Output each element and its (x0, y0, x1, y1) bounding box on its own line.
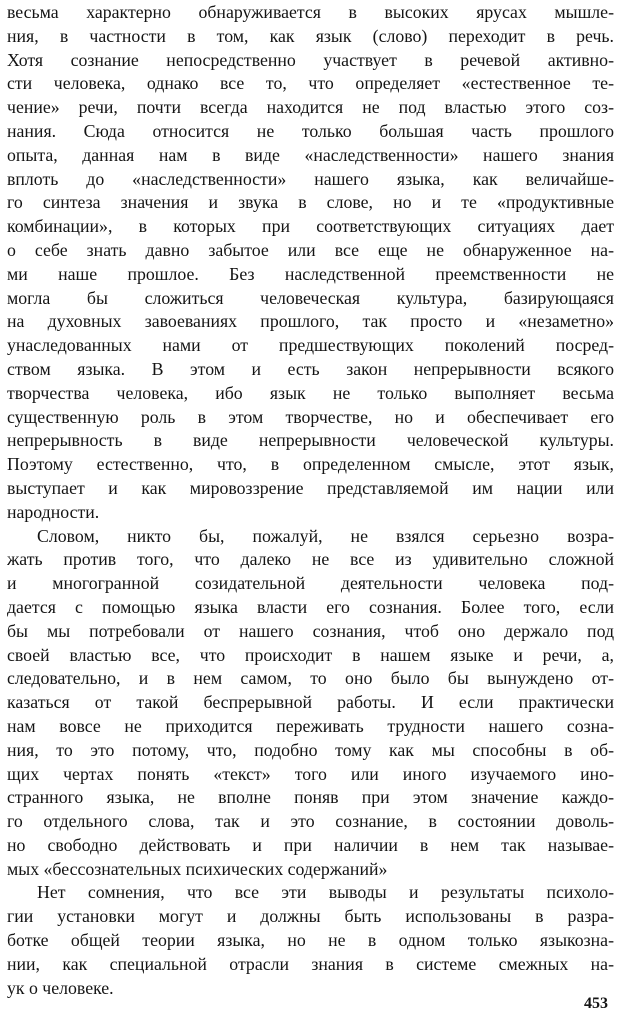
text-line: нии, как специальной отрасли знания в системе смежных на- (7, 953, 614, 974)
body-text (7, 1, 614, 1000)
text-line: и многогранной созидательной деятельности человека под- (7, 573, 614, 594)
text-line: ботке общей теории языка, но не в одном только языкозна- (7, 930, 614, 951)
text-line: непрерывность в виде непрерывности человеческой культуры. (7, 430, 614, 451)
text-line: унаследованных нами от предшествующих поколений посред- (7, 335, 614, 356)
text-line: го синтеза значения и звука в слове, но и те «продуктивные (7, 192, 614, 213)
page-number: 453 (584, 995, 608, 1012)
text-line: сти человека, однако все то, что определяет «естественное те- (7, 73, 614, 94)
text-line: своей властью все, что происходит в нашем языке и речи, а, (7, 644, 614, 665)
text-line: вплоть до «наследственности» нашего языка, как величайше- (7, 168, 614, 189)
text-line: ния, то это потому, что, подобно тому как мы способны в об- (7, 739, 614, 760)
text-line: дается с помощью языка власти его сознания. Более того, если (7, 596, 614, 617)
text-line: нам вовсе не приходится переживать трудности нашего созна- (7, 715, 614, 736)
paragraph (7, 881, 614, 1000)
text-line: о себе знать давно забытое или все еще не обнаруженное на- (7, 239, 614, 260)
text-line: Хотя сознание непосредственно участвует в речевой активно- (7, 49, 614, 70)
text-line: го отдельного слова, так и это сознание, в состоянии доволь- (7, 811, 614, 832)
text-line: выступает и как мировоззрение представляемой им нации или (7, 477, 614, 498)
text-line: странного языка, не вполне поняв при этом значение каждо- (7, 787, 614, 808)
text-line: на духовных завоеваниях прошлого, так просто и «незаметно» (7, 311, 614, 332)
text-line: существенную роль в этом творчестве, но и обеспечивает его (7, 406, 614, 427)
paragraph (7, 525, 614, 882)
text-line: творчества человека, ибо язык не только выполняет весьма (7, 382, 614, 403)
text-line: жать против того, что далеко не все из удивительно сложной (7, 549, 614, 570)
paragraph (7, 1, 614, 525)
text-line: ния, в частности в том, как язык (слово) переходит в речь. (7, 25, 614, 46)
text-line: ством языка. В этом и есть закон непрерывности всякого (7, 358, 614, 379)
text-line: опыта, данная нам в виде «наследственности» нашего знания (7, 144, 614, 165)
text-line: мых «бессознательных психических содержаний» (7, 858, 388, 879)
text-line: народности. (7, 501, 100, 522)
text-line: следовательно, и в нем самом, то оно было бы вынуждено от- (7, 668, 614, 689)
text-line: нания. Сюда относится не только большая часть прошлого (7, 120, 614, 141)
text-line: могла бы сложиться человеческая культура, базирующаяся (7, 287, 614, 308)
text-line: гии установки могут и должны быть использованы в разра- (7, 906, 614, 927)
text-line: но свободно действовать и при наличии в нем так называе- (7, 834, 614, 855)
text-line: щих чертах понять «текст» того или иного изучаемого ино- (7, 763, 614, 784)
text-line: Поэтому естественно, что, в определенном смысле, этот язык, (7, 454, 614, 475)
text-line: Нет сомнения, что все эти выводы и результаты психоло- (37, 882, 614, 903)
text-line: комбинации», в которых при соответствующих ситуациях дает (7, 216, 614, 237)
text-line: ми наше прошлое. Без наследственной преемственности не (7, 263, 614, 284)
text-line: весьма характерно обнаруживается в высоких ярусах мышле- (7, 2, 614, 22)
text-line: казаться от такой беспрерывной работы. И если практически (7, 692, 614, 713)
text-line: чение» речи, почти всегда находится не под властью этого соз- (7, 97, 614, 118)
text-line: ук о человеке. (7, 977, 114, 998)
text-line: Словом, никто бы, пожалуй, не взялся серьезно возра- (37, 525, 614, 546)
text-line: бы мы потребовали от нашего сознания, чтоб оно держало под (7, 620, 614, 641)
